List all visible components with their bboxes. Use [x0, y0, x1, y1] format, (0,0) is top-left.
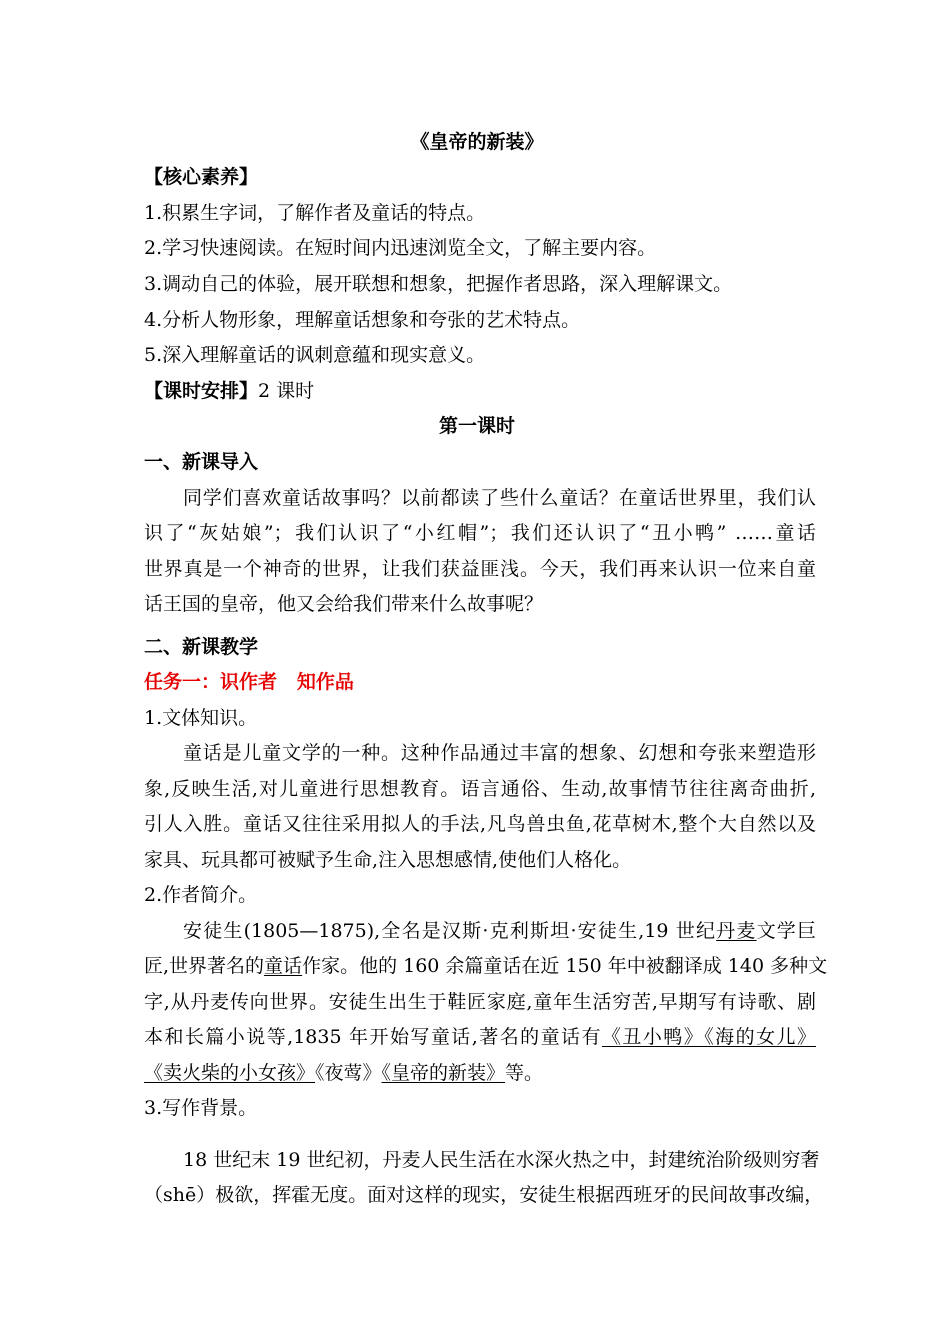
paragraph-line [144, 1061, 816, 1085]
text-span: 安徒生(1805—1875),全名是汉斯·克利斯坦·安徒生,19 世纪 [183, 920, 717, 942]
paragraph-line [144, 1025, 816, 1049]
paragraph-line [144, 954, 828, 978]
underlined-term: 童话 [264, 955, 303, 977]
underlined-title: 《卖火柴的小女孩》 [144, 1062, 316, 1084]
paragraph-line [183, 919, 816, 943]
core-item: 1.积累生字词，了解作者及童话的特点。 [144, 202, 486, 224]
paragraph-line: 世界真是一个神奇的世界，让我们获益匪浅。今天，我们再来认识一位来自童 [144, 558, 816, 580]
text-span: 等。 [505, 1062, 544, 1084]
paragraph-line: 18 世纪末 19 世纪初，丹麦人民生活在水深火热之中，封建统治阶级则穷奢 [183, 1149, 820, 1171]
paragraph-line: 家具、玩具都可被赋予生命,注入思想感情,使他们人格化。 [144, 849, 632, 871]
core-item: 3.调动自己的体验，展开联想和想象，把握作者思路，深入理解课文。 [144, 273, 733, 295]
schedule-line [144, 379, 816, 403]
underlined-title: 《皇帝的新装》 [381, 1062, 506, 1084]
text-span: 文学巨 [756, 920, 816, 942]
genre-heading: 1.文体知识。 [144, 707, 258, 729]
author-heading: 2.作者简介。 [144, 884, 258, 906]
text-span: 《夜莺》 [315, 1062, 382, 1084]
document-title: 《皇帝的新装》 [410, 131, 544, 153]
task1-heading: 任务一：识作者 知作品 [144, 671, 354, 693]
underlined-term: 丹麦 [716, 920, 757, 942]
paragraph-line: （shē）极欲，挥霍无度。面对这样的现实，安徒生根据西班牙的民间故事改编， [144, 1184, 824, 1206]
lesson-title: 第一课时 [438, 415, 515, 437]
core-item: 5.深入理解童话的讽刺意蕴和现实意义。 [144, 344, 486, 366]
underlined-title: 《丑小鸭》《海的女儿》 [601, 1026, 816, 1048]
section1-heading: 一、新课导入 [144, 451, 259, 473]
schedule-heading: 【课时安排】 [144, 380, 259, 402]
text-span: 作家。他的 160 余篇童话在近 150 年中被翻译成 140 多种文 [302, 955, 828, 977]
text-span: 匠,世界著名的 [144, 955, 265, 977]
paragraph-line: 字,从丹麦传向世界。安徒生出生于鞋匠家庭,童年生活穷苦,早期写有诗歌、剧 [144, 991, 816, 1013]
core-item: 4.分析人物形象，理解童话想象和夸张的艺术特点。 [144, 309, 581, 331]
paragraph-line: 象,反映生活,对儿童进行思想教育。语言通俗、生动,故事情节往往离奇曲折, [144, 778, 816, 800]
section2-heading: 二、新课教学 [144, 636, 259, 658]
paragraph-line: 同学们喜欢童话故事吗？以前都读了些什么童话？在童话世界里，我们认 [183, 487, 816, 509]
paragraph-line: 话王国的皇帝，他又会给我们带来什么故事呢？ [144, 593, 544, 615]
text-span: 本和长篇小说等,1835 年开始写童话,著名的童话有 [144, 1026, 602, 1048]
core-item: 2.学习快速阅读。在短时间内迅速浏览全文，了解主要内容。 [144, 237, 657, 259]
background-heading: 3.写作背景。 [144, 1097, 258, 1119]
core-heading: 【核心素养】 [144, 166, 259, 188]
paragraph-line: 童话是儿童文学的一种。这种作品通过丰富的想象、幻想和夸张来塑造形 [183, 742, 816, 764]
schedule-value: 2 课时 [258, 380, 315, 402]
paragraph-line: 识了“灰姑娘”；我们认识了“小红帽”；我们还认识了“丑小鸭” ……童话 [144, 522, 816, 544]
paragraph-line: 引人入胜。童话又往往采用拟人的手法,凡鸟兽虫鱼,花草树木,整个大自然以及 [144, 813, 816, 835]
